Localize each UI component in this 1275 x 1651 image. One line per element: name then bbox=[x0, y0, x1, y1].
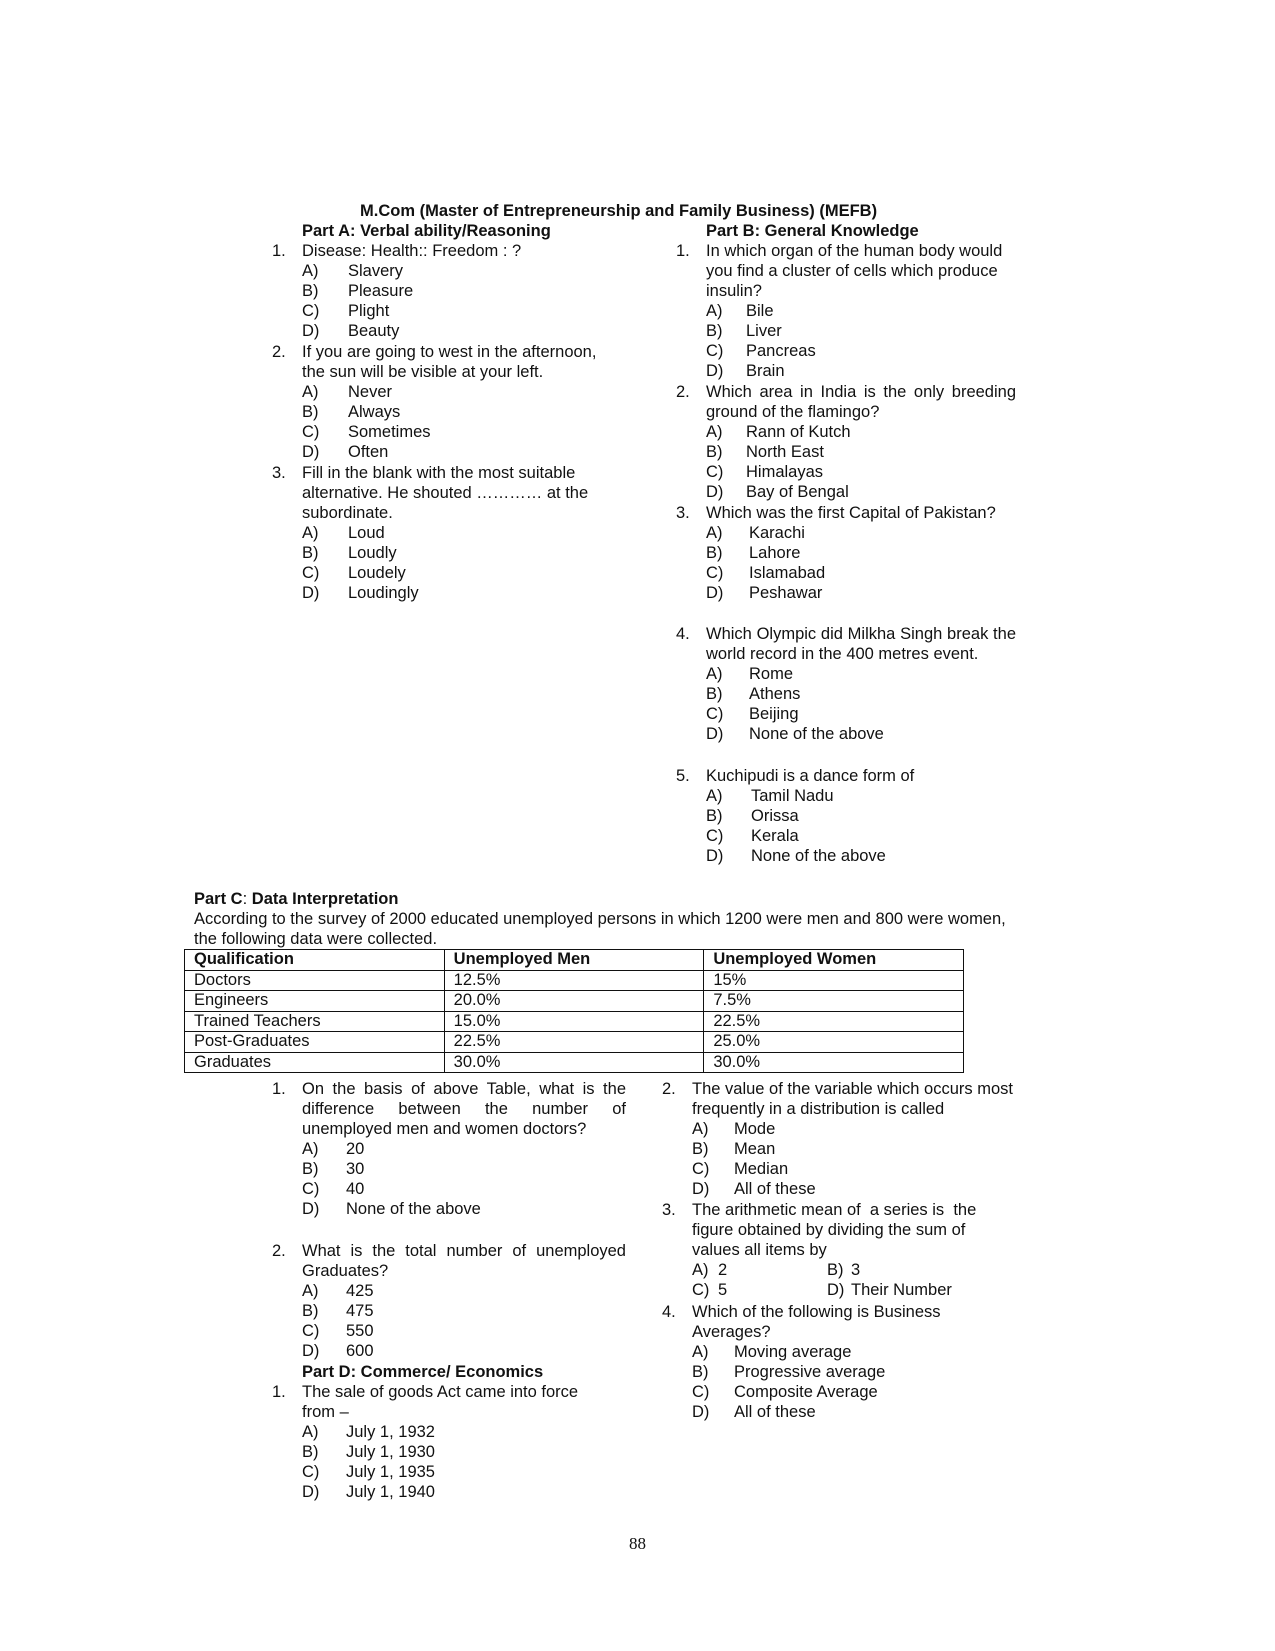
part-b-question-3 bbox=[676, 503, 1016, 603]
option-b: B) July 1, 1930 bbox=[302, 1443, 435, 1461]
option-d: D) Often bbox=[302, 443, 389, 461]
option-b: B) 475 bbox=[302, 1302, 374, 1320]
table-cell: Engineers bbox=[185, 991, 445, 1012]
question-number: 5. bbox=[676, 767, 690, 785]
table-cell: 15.0% bbox=[444, 1011, 704, 1032]
option-b: B) 3 bbox=[827, 1261, 861, 1279]
option-a: A) 425 bbox=[302, 1282, 374, 1300]
question-number: 2. bbox=[272, 1242, 286, 1260]
option-c: C) July 1, 1935 bbox=[302, 1463, 435, 1481]
option-d: D) Loudingly bbox=[302, 584, 419, 602]
part-b-heading: Part B: General Knowledge bbox=[706, 222, 919, 240]
question-number: 3. bbox=[662, 1201, 676, 1219]
table-header-row bbox=[185, 950, 964, 971]
table-cell: 7.5% bbox=[704, 991, 964, 1012]
table-cell: 25.0% bbox=[704, 1032, 964, 1053]
option-b: B) 30 bbox=[302, 1160, 365, 1178]
right-question-4 bbox=[662, 1302, 1002, 1422]
option-b: B) Lahore bbox=[706, 544, 801, 562]
question-number: 4. bbox=[676, 625, 690, 643]
option-a: A) Rome bbox=[706, 665, 794, 683]
column-header: Unemployed Women bbox=[704, 950, 964, 971]
option-b: B) Liver bbox=[706, 322, 782, 340]
option-b: B) Mean bbox=[692, 1140, 776, 1158]
table-row bbox=[185, 970, 964, 991]
question-number: 2. bbox=[272, 343, 286, 361]
question-number: 1. bbox=[272, 1080, 286, 1098]
question-text: Disease: Health:: Freedom : ? bbox=[302, 242, 522, 260]
option-row bbox=[692, 1260, 1002, 1280]
option-c: C) Sometimes bbox=[302, 423, 431, 441]
option-d: D) Bay of Bengal bbox=[706, 483, 849, 501]
part-a-question-3 bbox=[272, 463, 622, 603]
option-b: B) Orissa bbox=[706, 807, 799, 825]
option-a: A) 20 bbox=[302, 1140, 365, 1158]
option-c: C) 550 bbox=[302, 1322, 374, 1340]
option-d: D) Their Number bbox=[827, 1281, 952, 1299]
option-a: A) Moving average bbox=[692, 1343, 852, 1361]
option-d: D) None of the above bbox=[302, 1200, 481, 1218]
option-a: A) Tamil Nadu bbox=[706, 787, 834, 805]
question-number: 1. bbox=[272, 242, 286, 260]
option-d: D) Peshawar bbox=[706, 584, 823, 602]
question-text: The arithmetic mean of a series is the figure obtained by dividing the sum of values all items by bbox=[692, 1201, 981, 1259]
option-a: A) Slavery bbox=[302, 262, 404, 280]
option-a: A) Never bbox=[302, 383, 393, 401]
part-a-heading: Part A: Verbal ability/Reasoning bbox=[302, 222, 551, 240]
option-a: A) Bile bbox=[706, 302, 774, 320]
option-a: A) Mode bbox=[692, 1120, 776, 1138]
part-b-question-1 bbox=[676, 241, 1016, 381]
option-d: D) None of the above bbox=[706, 847, 886, 865]
option-b: B) Pleasure bbox=[302, 282, 414, 300]
table-cell: 30.0% bbox=[704, 1052, 964, 1073]
table-row bbox=[185, 1032, 964, 1053]
option-b: B) Loudly bbox=[302, 544, 397, 562]
table-cell: 12.5% bbox=[444, 970, 704, 991]
question-text: The sale of goods Act came into force from – bbox=[302, 1383, 579, 1421]
page-title: M.Com (Master of Entrepreneurship and Family Business) (MEFB) bbox=[360, 202, 878, 220]
option-c: C) Pancreas bbox=[706, 342, 816, 360]
part-b-question-2 bbox=[676, 382, 1016, 502]
question-text: What is the total number of unemployed Graduates? bbox=[302, 1242, 626, 1280]
option-c: C) Himalayas bbox=[706, 463, 824, 481]
part-b-question-4 bbox=[676, 624, 1016, 744]
question-number: 3. bbox=[272, 464, 286, 482]
option-c: C) Loudely bbox=[302, 564, 406, 582]
question-number: 3. bbox=[676, 504, 690, 522]
question-number: 1. bbox=[676, 242, 690, 260]
question-text: Which was the first Capital of Pakistan? bbox=[706, 504, 996, 522]
option-c: C) Composite Average bbox=[692, 1383, 878, 1401]
option-a: A) Rann of Kutch bbox=[706, 423, 851, 441]
table-row bbox=[185, 1052, 964, 1073]
part-d-heading: Part D: Commerce/ Economics bbox=[302, 1363, 544, 1381]
question-text: Kuchipudi is a dance form of bbox=[706, 767, 915, 785]
right-question-2 bbox=[662, 1079, 1020, 1199]
option-d: D) All of these bbox=[692, 1403, 816, 1421]
table-cell: 30.0% bbox=[444, 1052, 704, 1073]
option-d: D) All of these bbox=[692, 1180, 816, 1198]
option-d: D) 600 bbox=[302, 1342, 374, 1360]
table-cell: 22.5% bbox=[444, 1032, 704, 1053]
part-c-heading: Part C: Data Interpretation bbox=[194, 890, 399, 908]
option-d: D) Brain bbox=[706, 362, 785, 380]
question-text: Which area in India is the only breeding ground of the flamingo? bbox=[706, 383, 1016, 421]
question-number: 1. bbox=[272, 1383, 286, 1401]
option-b: B) Progressive average bbox=[692, 1363, 886, 1381]
option-c: C) 40 bbox=[302, 1180, 365, 1198]
option-c: C) 5 bbox=[692, 1281, 728, 1299]
table-cell: 22.5% bbox=[704, 1011, 964, 1032]
option-d: D) July 1, 1940 bbox=[302, 1483, 435, 1501]
table-cell: Graduates bbox=[185, 1052, 445, 1073]
part-b-question-5 bbox=[676, 766, 1016, 866]
question-text: If you are going to west in the afternoon, the sun will be visible at your left. bbox=[302, 343, 597, 381]
question-number: 2. bbox=[662, 1080, 676, 1098]
part-c-question-1 bbox=[272, 1079, 626, 1219]
table-cell: Trained Teachers bbox=[185, 1011, 445, 1032]
column-header: Unemployed Men bbox=[444, 950, 704, 971]
option-a: A) Loud bbox=[302, 524, 385, 542]
question-number: 2. bbox=[676, 383, 690, 401]
table-row bbox=[185, 1011, 964, 1032]
data-table bbox=[184, 949, 964, 1073]
table-cell: Doctors bbox=[185, 970, 445, 991]
question-number: 4. bbox=[662, 1303, 676, 1321]
table-cell: 20.0% bbox=[444, 991, 704, 1012]
option-c: C) Beijing bbox=[706, 705, 799, 723]
question-text: In which organ of the human body would you find a cluster of cells which produce insulin? bbox=[706, 242, 1003, 300]
right-question-3 bbox=[662, 1200, 1002, 1300]
part-c-intro: According to the survey of 2000 educated unemployed persons in which 1200 were men and 800 were women, the following data were collected. bbox=[194, 910, 1006, 948]
question-text: Which Olympic did Milkha Singh break the world record in the 400 metres event. bbox=[706, 625, 1016, 663]
column-header: Qualification bbox=[185, 950, 445, 971]
option-b: B) Always bbox=[302, 403, 401, 421]
option-d: D) None of the above bbox=[706, 725, 884, 743]
option-a: A) 2 bbox=[692, 1261, 728, 1279]
option-c: C) Islamabad bbox=[706, 564, 826, 582]
option-d: D) Beauty bbox=[302, 322, 400, 340]
question-text: Which of the following is Business Averages? bbox=[692, 1303, 941, 1341]
option-a: A) July 1, 1932 bbox=[302, 1423, 435, 1441]
table-row bbox=[185, 991, 964, 1012]
option-b: B) North East bbox=[706, 443, 824, 461]
option-a: A) Karachi bbox=[706, 524, 805, 542]
option-b: B) Athens bbox=[706, 685, 801, 703]
option-c: C) Median bbox=[692, 1160, 789, 1178]
question-text: The value of the variable which occurs most frequently in a distribution is called bbox=[692, 1080, 1013, 1118]
question-text: Fill in the blank with the most suitable alternative. He shouted ………… at the subordinate. bbox=[302, 464, 589, 522]
question-text: On the basis of above Table, what is the difference between the number of unemployed men and women doctors? bbox=[302, 1080, 626, 1138]
table-cell: 15% bbox=[704, 970, 964, 991]
option-c: C) Kerala bbox=[706, 827, 799, 845]
part-c-question-2 bbox=[272, 1241, 626, 1361]
part-a-question-2 bbox=[272, 342, 622, 462]
option-row bbox=[692, 1280, 1002, 1300]
part-d-question-1 bbox=[272, 1382, 626, 1502]
table-cell: Post-Graduates bbox=[185, 1032, 445, 1053]
page-number: 88 bbox=[629, 1534, 646, 1553]
option-c: C) Plight bbox=[302, 302, 390, 320]
part-a-question-1 bbox=[272, 241, 632, 341]
